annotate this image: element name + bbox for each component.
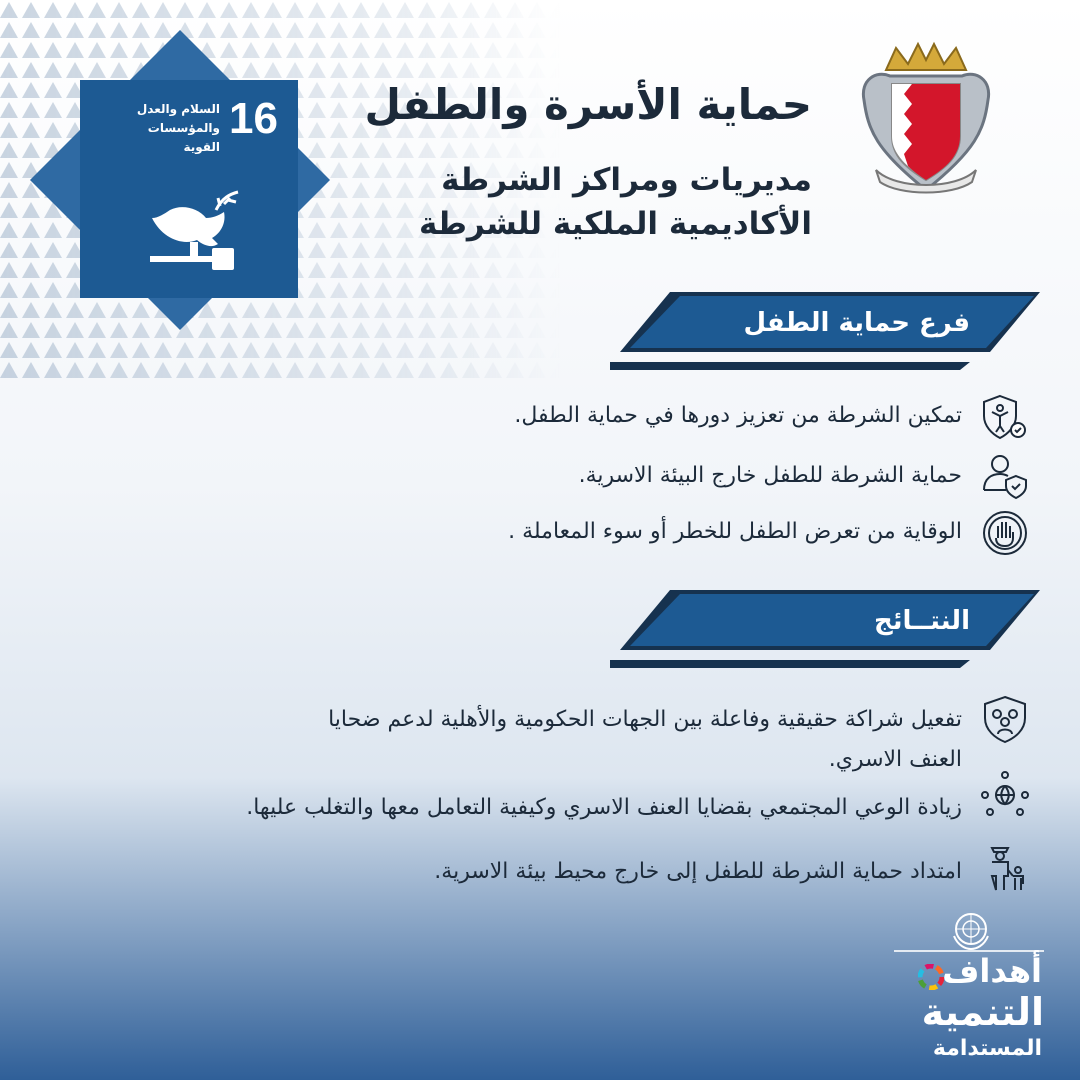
- officer-child-icon: [980, 842, 1030, 892]
- shield-child-icon: [980, 392, 1030, 442]
- page-title: حماية الأسرة والطفل: [364, 80, 812, 129]
- section2-item: [328, 700, 962, 780]
- user-shield-icon: [980, 450, 1030, 500]
- subtitle-academy: الأكاديمية الملكية للشرطة: [418, 206, 812, 242]
- section2-item-line2: العنف الاسري.: [828, 747, 962, 772]
- section1-item: تمكين الشرطة من تعزيز دورها في حماية الطفل.: [514, 403, 962, 428]
- section1-item: الوقاية من تعرض الطفل للخطر أو سوء المعاملة .: [508, 519, 962, 544]
- section-banner-child-protection: [610, 292, 1040, 372]
- hand-stop-icon: [980, 508, 1030, 558]
- section2-title: النتــائج: [874, 606, 970, 636]
- un-emblem-icon: [950, 908, 992, 950]
- section-banner-results: [610, 590, 1040, 670]
- sdg-goal-card: [80, 80, 298, 298]
- sdg-logo-line2: التنمية: [921, 990, 1044, 1034]
- dove-gavel-icon: [142, 188, 242, 276]
- section2-item: زيادة الوعي المجتمعي بقضايا العنف الاسري وكيفية التعامل معها والتغلب عليها.: [246, 795, 962, 820]
- sdg-number: 16: [229, 94, 278, 143]
- subtitle-directorates: مديريات ومراكز الشرطة: [441, 162, 812, 198]
- sdg-logo-line3: المستدامة: [932, 1036, 1042, 1061]
- sdg-label: السلام والعدل والمؤسسات القوية: [136, 102, 220, 154]
- section1-title: فرع حماية الطفل: [743, 308, 970, 338]
- community-globe-icon: [980, 770, 1030, 820]
- shield-group-icon: [980, 694, 1030, 744]
- section2-item: امتداد حماية الشرطة للطفل إلى خارج محيط بيئة الاسرية.: [434, 859, 962, 884]
- sdg-color-wheel-icon: [918, 964, 944, 990]
- section1-item: حماية الشرطة للطفل خارج البيئة الاسرية.: [578, 463, 962, 488]
- section2-item-line1: تفعيل شراكة حقيقية وفاعلة بين الجهات الحكومية والأهلية لدعم ضحايا: [328, 707, 962, 732]
- police-emblem-icon: [856, 40, 996, 198]
- sdg-logo-line1: أهداف: [942, 952, 1042, 990]
